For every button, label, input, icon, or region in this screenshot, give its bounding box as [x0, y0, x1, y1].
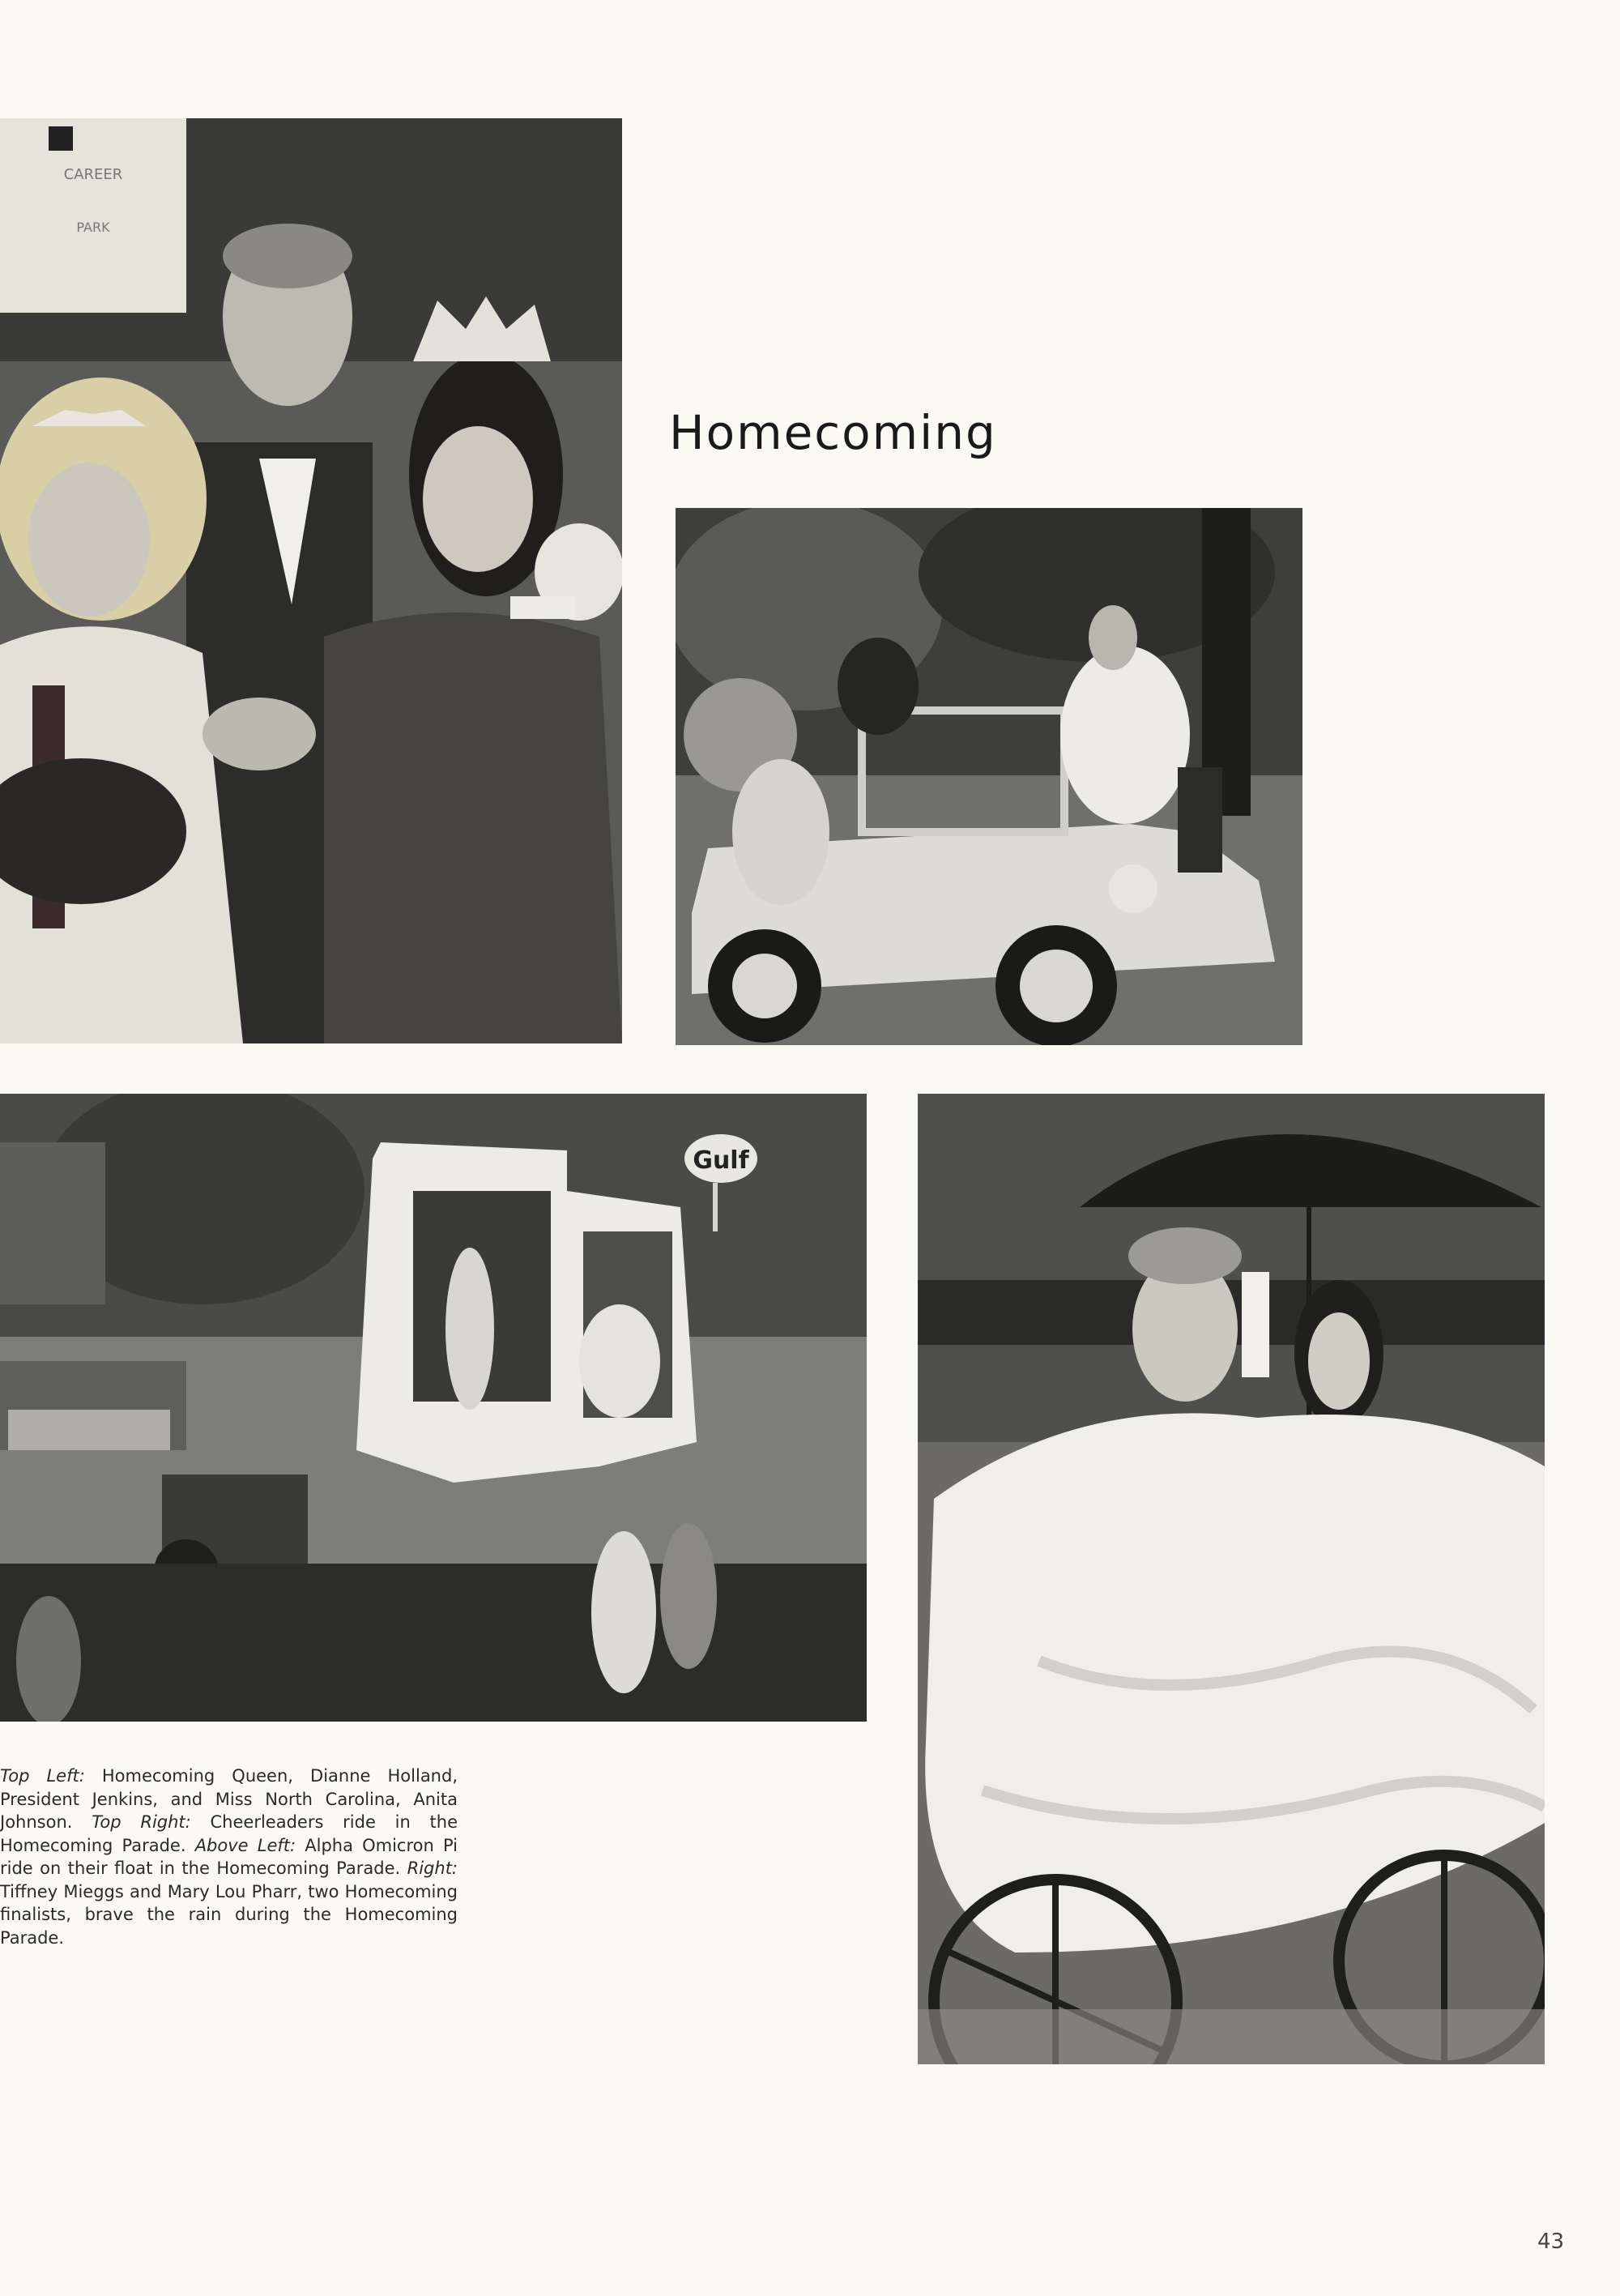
photo-homecoming-queen-and-president [0, 118, 622, 1043]
page-title: Homecoming [669, 405, 997, 460]
caption-text-right: Tiffney Mieggs and Mary Lou Pharr, two Homecoming finalists, brave the rain during the Homecoming Parade. [0, 1881, 458, 1948]
caption-label-top-left: Top Left: [0, 1766, 85, 1786]
caption-text-top-left: Homecoming Queen, Dianne Holland, President Jenkins, and Miss North Carolina, Anita Johnson. [0, 1766, 458, 1832]
caption-label-above-left: Above Left: [194, 1835, 296, 1855]
photo-parade-float [0, 1094, 867, 1722]
caption-label-right: Right: [407, 1859, 458, 1878]
caption-text-above-left: Alpha Omicron Pi ride on their float in the Homecoming Parade. [0, 1835, 458, 1878]
photo-finalists-carriage-umbrella [918, 1094, 1545, 2064]
caption-label-top-right: Top Right: [92, 1812, 191, 1832]
svg-text:PARK: PARK [76, 220, 110, 235]
page-number: 43 [1537, 2230, 1565, 2254]
photo-caption [0, 1765, 458, 1949]
gulf-sign-text: Gulf [693, 1146, 749, 1175]
photo-cheerleaders-jeep [676, 508, 1302, 1045]
sign-text: CAREER [63, 166, 123, 183]
background-sign [0, 118, 186, 313]
caption-text-top-right: Cheerleaders ride in the Homecoming Parade. [0, 1812, 458, 1855]
